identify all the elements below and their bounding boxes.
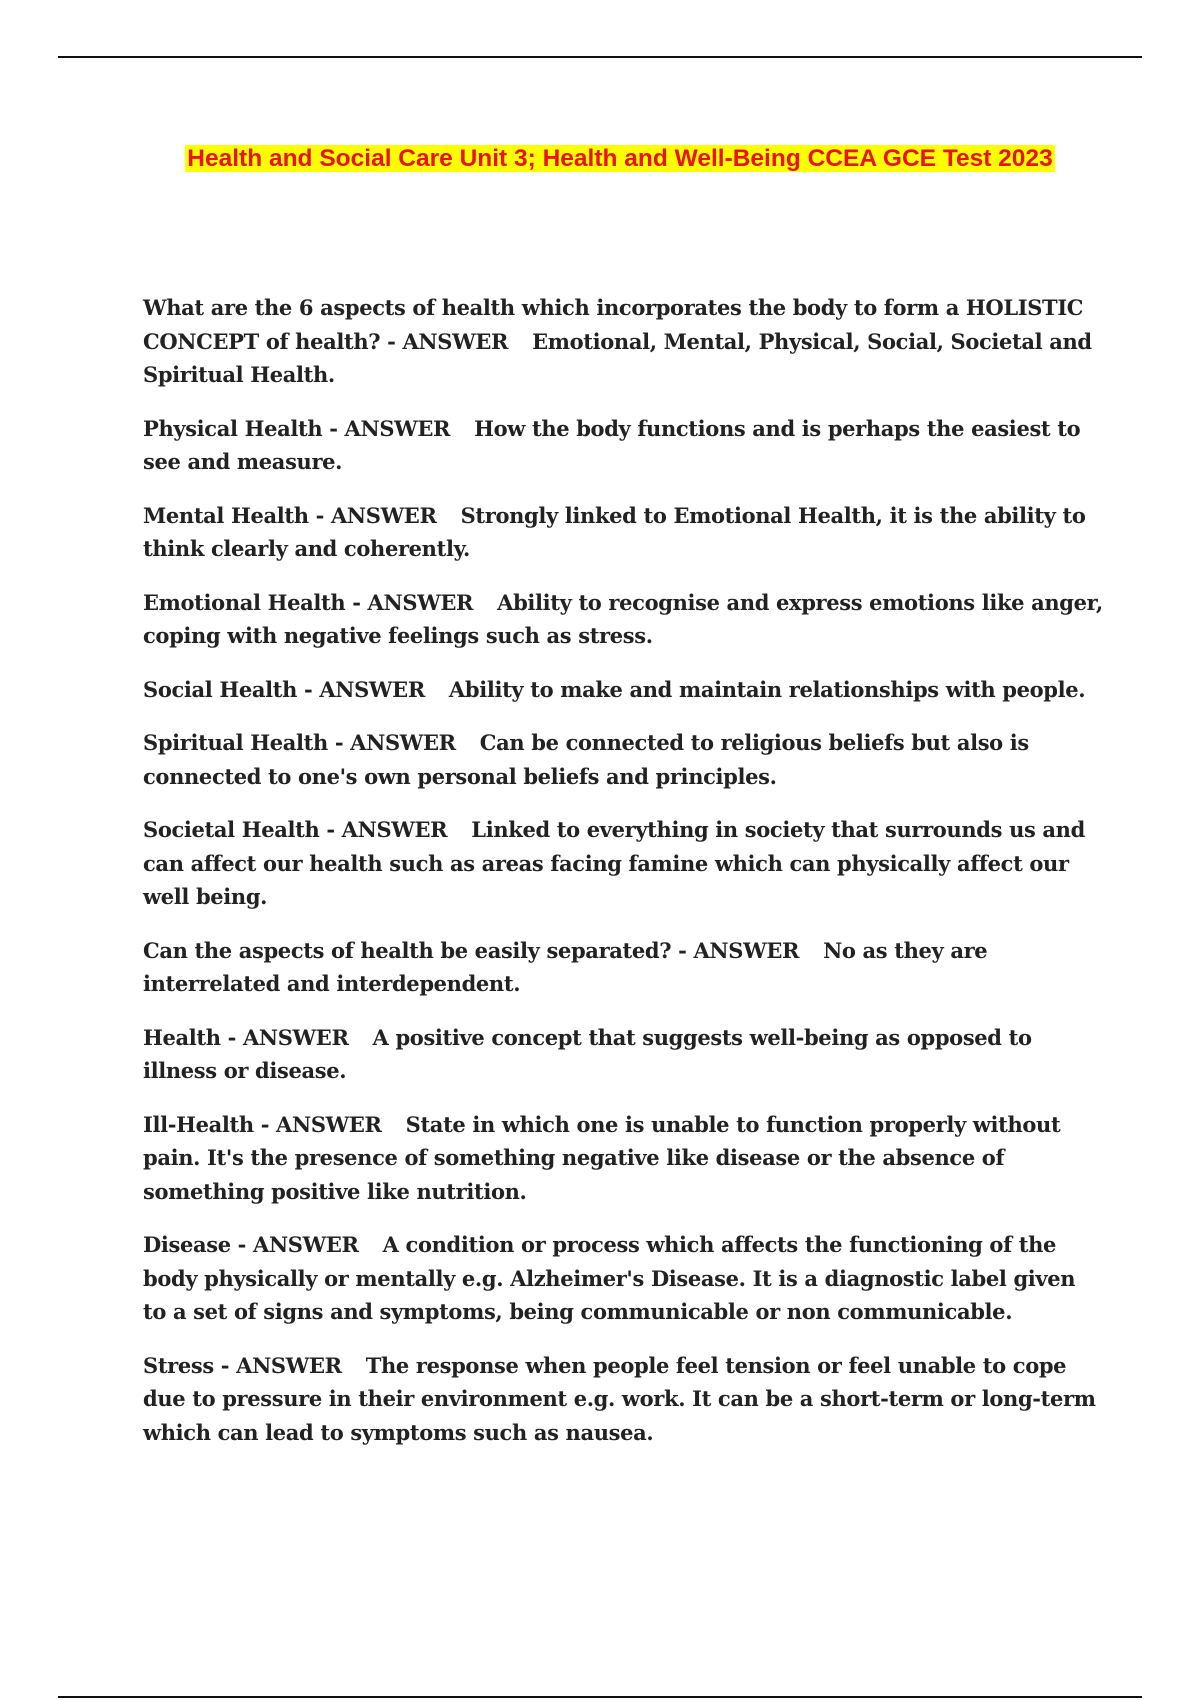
answer: How the body functions and is perhaps the easiest to see and measure.	[143, 415, 1081, 474]
question: Societal Health - ANSWER	[143, 817, 448, 842]
qa-item-societal-health	[143, 813, 1103, 914]
document-title	[140, 140, 1100, 178]
question: Health - ANSWER	[143, 1024, 349, 1050]
answer: A condition or process which affects the functioning of the body physically or mentally e.g. Alzheimer's Disease. It is a diagnostic label given to a set of signs and symptoms, being communicable or non communicable.	[143, 1232, 1076, 1324]
answer: Ability to recognise and express emotions like anger, coping with negative feelings such as stress.	[143, 589, 1103, 648]
top-divider	[58, 56, 1142, 58]
qa-item-spiritual-health	[143, 726, 1103, 793]
answer: A positive concept that suggests well-being as opposed to illness or disease.	[143, 1024, 1032, 1083]
question: What are the 6 aspects of health which incorporates the body to form a HOLISTIC CONCEPT of health? - ANSWER	[143, 295, 1084, 354]
answer: Emotional, Mental, Physical, Social, Societal and Spiritual Health.	[143, 328, 1092, 387]
qa-item-ill-health	[143, 1108, 1103, 1209]
bottom-divider	[58, 1696, 1142, 1698]
qa-item-health	[143, 1021, 1103, 1088]
question: Ill-Health - ANSWER	[143, 1111, 382, 1137]
answer: State in which one is unable to function properly without pain. It's the presence of something negative like disease or the absence of something positive like nutrition.	[143, 1111, 1061, 1204]
question: Spiritual Health - ANSWER	[143, 730, 456, 755]
answer: No as they are interrelated and interdependent.	[143, 937, 988, 996]
question: Stress - ANSWER	[143, 1352, 342, 1378]
qa-item-physical-health	[143, 412, 1103, 479]
answer: The response when people feel tension or feel unable to cope due to pressure in their environment e.g. work. It can be a short-term or long-term which can lead to symptoms such as nausea.	[143, 1352, 1096, 1445]
answer: Ability to make and maintain relationships with people.	[448, 676, 1086, 702]
qa-list	[143, 291, 1103, 1469]
qa-item-stress	[143, 1349, 1103, 1450]
qa-item-disease	[143, 1228, 1103, 1329]
document-title-text: Health and Social Care Unit 3; Health and Well-Being CCEA GCE Test 2023	[187, 145, 1053, 172]
question: Disease - ANSWER	[143, 1232, 359, 1257]
question: Emotional Health - ANSWER	[143, 589, 474, 615]
question: Can the aspects of health be easily separated? - ANSWER	[143, 937, 800, 963]
question: Social Health - ANSWER	[143, 676, 425, 702]
qa-item-holistic-aspects	[143, 291, 1103, 392]
qa-item-emotional-health	[143, 586, 1103, 653]
qa-item-separated	[143, 934, 1103, 1001]
answer: Strongly linked to Emotional Health, it is the ability to think clearly and coherently.	[143, 502, 1086, 561]
question: Mental Health - ANSWER	[143, 502, 437, 528]
question: Physical Health - ANSWER	[143, 415, 451, 441]
answer: Can be connected to religious beliefs but also is connected to one's own personal beliefs and principles.	[143, 730, 1029, 789]
answer: Linked to everything in society that surrounds us and can affect our health such as areas facing famine which can physically affect our well being.	[143, 817, 1085, 909]
qa-item-mental-health	[143, 499, 1103, 566]
qa-item-social-health	[143, 673, 1103, 707]
